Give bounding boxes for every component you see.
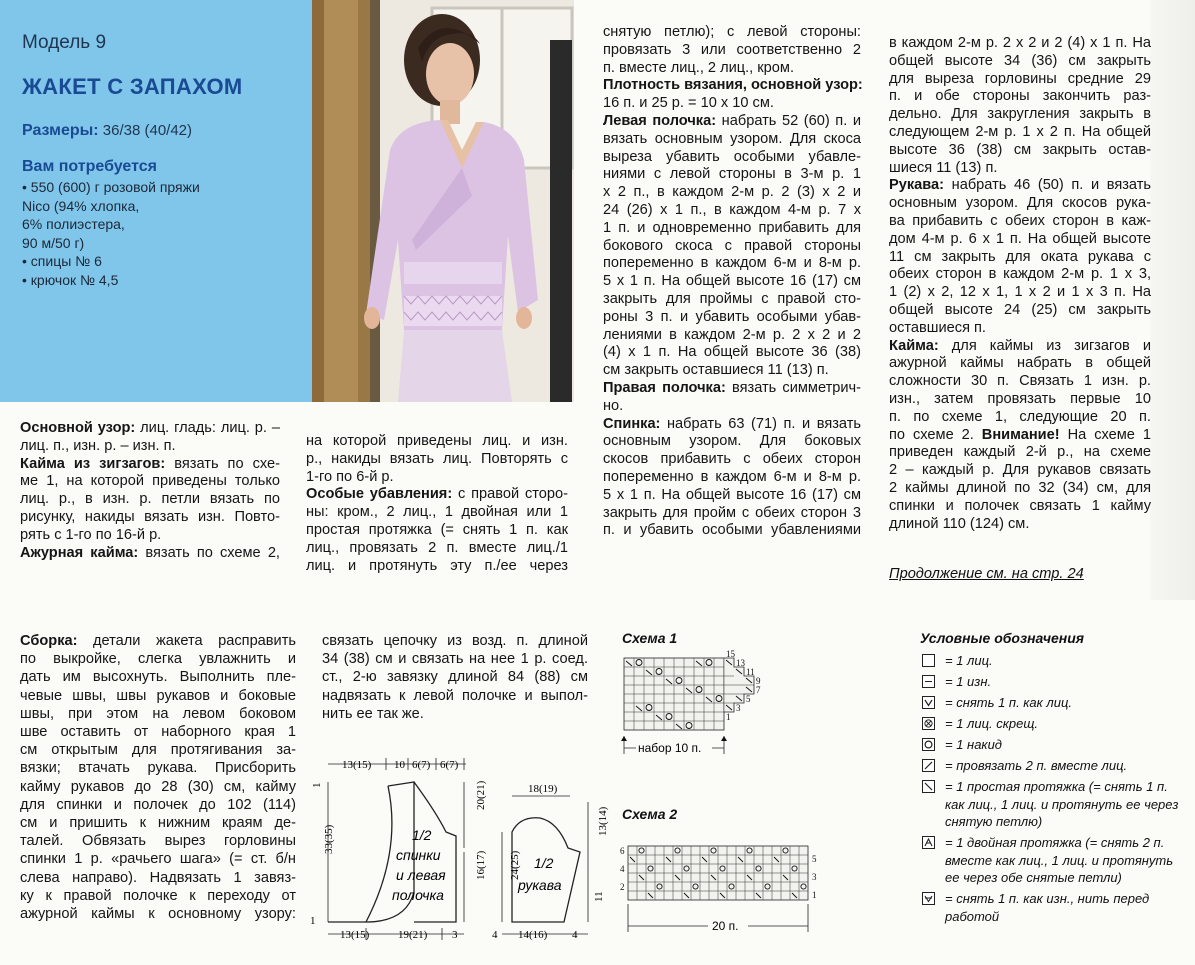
schema2-caption: 20 п.	[712, 919, 739, 933]
text-line: слева направо). Надвязать 1 завяз-	[20, 869, 296, 886]
text-line: шве оставить от наборного края 1	[20, 724, 296, 741]
model-illustration	[312, 0, 574, 402]
continued-link[interactable]: Продолжение см. на стр. 24	[889, 566, 1084, 582]
text-line: спинки и полочек связать 1 кайму	[889, 497, 1151, 514]
piece-label: полочка	[392, 887, 444, 903]
sizes-value: 36/38 (40/42)	[102, 122, 193, 139]
text-line: х 2 п., в каждом 2-м р. 2 (3) х 2 и	[603, 184, 861, 201]
text-line: швы, при этом на левом боковом	[20, 705, 296, 722]
term-special-decreases: Особые убавления:	[306, 486, 453, 503]
sewing-pattern	[306, 752, 609, 948]
legend-text: = снять 1 п. как изн., нить перед работой	[945, 891, 1150, 924]
row-label: 4	[620, 864, 625, 874]
row-label: 5	[812, 854, 817, 864]
double-decrease-symbol-icon	[922, 836, 935, 849]
sizes-label: Размеры:	[22, 122, 99, 139]
text-line: закрыть для проймы с правой сто-	[603, 290, 861, 307]
dim-label: 18(19)	[528, 783, 558, 795]
knit-symbol-icon	[922, 654, 935, 667]
row-label: 5	[746, 694, 751, 704]
text-line: по схеме 2.	[889, 426, 982, 443]
text-column-2	[306, 433, 568, 575]
text-line: вязки; втачать рукава. Присборить	[20, 760, 296, 777]
text-line: провязать 3 или соответственно 2	[603, 41, 861, 58]
text-line: чевые швы, швы рукавов и боковые	[20, 687, 296, 704]
text-line: набрать 52 (60) п. и	[716, 112, 861, 129]
text-line: изн., затем провязать первые 10	[889, 390, 1151, 407]
text-line: ме 1, на которой приведены только	[20, 473, 280, 490]
row-label: 2	[620, 882, 625, 892]
text-line: 16 п. и 25 р. = 10 х 10 см.	[603, 95, 774, 112]
row-label: 7	[756, 685, 761, 695]
dim-label: 33(35)	[323, 824, 335, 854]
row-label: 11	[746, 667, 755, 677]
piece-label: рукава	[518, 877, 562, 893]
dim-label: 1	[311, 782, 323, 788]
dim-label: 10	[394, 759, 405, 771]
legend-title: Условные обозначения	[920, 630, 1085, 646]
text-line: попеременно в каждом 6-м и 8-м р.	[603, 468, 861, 485]
text-line: для спинки и полочек до 102 (114)	[20, 796, 296, 813]
legend-item	[922, 757, 1182, 775]
page-title: ЖАКЕТ С ЗАПАХОМ	[22, 74, 243, 99]
text-line: лиц. гладь: лиц. р. –	[135, 420, 280, 436]
piece-label: 1/2	[534, 855, 554, 871]
legend-text: = 1 простая протяжка (= снять 1 п. как лиц., 1 лиц. и протянуть ее через снятую петлю)	[945, 779, 1179, 829]
piece-label: спинки	[396, 847, 441, 863]
text-line: лиц. п., изн. р. – изн. п.	[20, 437, 176, 454]
text-line: для выреза горловины средние 29	[889, 70, 1151, 87]
materials-list	[22, 178, 312, 289]
term-back: Спинка:	[603, 415, 661, 432]
text-line: шиеся 11 (13) п.	[889, 159, 998, 176]
text-line: следующем 2-м р. 1 х 2 п. На общей	[889, 123, 1151, 140]
term-zigzag-border: Кайма из зигзагов:	[20, 455, 166, 472]
dim-label: 6(7)	[440, 759, 459, 771]
materials-title: Вам потребуется	[22, 158, 157, 175]
dim-label: 14(16)	[518, 929, 548, 941]
term-left-front: Левая полочка:	[603, 112, 717, 129]
term-main-pattern: Основной узор:	[20, 420, 136, 436]
text-line: вязать основным узором. Для скоса	[603, 130, 861, 147]
dim-label: 20(21)	[475, 780, 487, 810]
text-column-1	[20, 420, 280, 562]
text-line: ниями с левой стороны в 3-м р. 1	[603, 166, 861, 183]
dim-label: 13(14)	[597, 806, 609, 836]
text-line: 1 п. и одновременно прибавить для	[603, 219, 861, 236]
dim-label: 11	[593, 891, 605, 902]
slip-purlwise-symbol-icon	[922, 892, 935, 905]
text-line: сложности 30 п. Связать 1 изн. р.	[889, 373, 1151, 390]
text-line: 34 (38) см и связать на нее 1 р. соед.	[322, 651, 588, 668]
slip-knitwise-symbol-icon	[922, 696, 935, 709]
term-border: Кайма:	[889, 337, 939, 354]
row-label: 1	[812, 890, 817, 900]
assembly-text	[20, 632, 296, 923]
text-line: п. и обе стороны закончить раз-	[889, 88, 1151, 105]
adjacent-page-strip	[1150, 0, 1195, 600]
legend-item	[922, 673, 1182, 691]
text-line: набрать 63 (71) п. и вязать	[660, 415, 861, 432]
text-line: основным узором. Для скосов рука-	[889, 195, 1151, 212]
legend-text: = 1 изн.	[945, 674, 992, 689]
text-line: вязать по схе-	[165, 455, 280, 472]
text-line: набрать 46 (50) п. и вязать	[944, 177, 1151, 194]
text-line: оставшиеся п.	[889, 319, 986, 336]
row-label: 3	[736, 703, 741, 713]
row-label: 15	[726, 649, 735, 659]
text-line: ны: кром., 2 лиц., 1 двойная или 1	[306, 504, 568, 521]
text-line: талей. Обвязать вырез горловины	[20, 833, 296, 850]
legend-text: = провязать 2 п. вместе лиц.	[945, 758, 1128, 773]
text-column-4	[889, 35, 1151, 533]
text-line: р., накиды вязать лиц. Повторять с	[306, 450, 568, 467]
twisted-knit-symbol-icon	[922, 717, 935, 730]
schema1-caption: набор 10 п.	[638, 741, 702, 755]
text-line: вязать симметрич-	[725, 379, 861, 396]
text-line: вязать по схеме 2,	[138, 544, 280, 561]
text-line: детали жакета расправить	[77, 633, 296, 649]
legend-item	[922, 652, 1182, 670]
term-gauge: Плотность вязания, основной узор:	[603, 77, 863, 94]
schema2-chart	[612, 840, 822, 936]
text-line: п. вместе лиц., 2 лиц., кром.	[603, 59, 794, 76]
single-decrease-symbol-icon	[922, 780, 935, 793]
text-line: дельно. Для закругления закрыть в	[889, 106, 1151, 123]
text-line: 1-го по 6-й р.	[306, 468, 394, 485]
text-line: лиц., провязать 2 п. вместе лиц./1	[306, 539, 568, 556]
dim-label: 3	[452, 929, 458, 941]
text-line: роны 3 п. и убавить особыми убав-	[603, 308, 861, 325]
materials-item: 6% полиэстера,	[22, 216, 125, 232]
text-line: бокового скоса с правой стороны	[603, 237, 861, 254]
text-line: основным узором. Для боковых	[603, 433, 861, 450]
text-line: общей высоте 34 (36) см закрыть	[889, 52, 1151, 69]
legend-item	[922, 890, 1182, 925]
text-line: лениями в каждом 2-м р. 2 х 2 и 2	[603, 326, 861, 343]
text-line: обеих сторон в каждом 2-м р. 1 х 3,	[889, 266, 1151, 283]
text-line: надвязать к левой полочке и выпол-	[322, 687, 588, 704]
text-line: ажурной каймы набрать в общей	[889, 355, 1151, 372]
text-line: ку к правой полочке к переходу от	[20, 887, 296, 904]
materials-item: Nico (94% хлопка,	[22, 197, 140, 214]
text-line: закрыть для пройм с обеих сторон 3	[603, 504, 861, 521]
legend-text: = 1 накид	[945, 737, 1002, 752]
text-line: п. по схеме 1, следующие 20 п.	[889, 408, 1151, 425]
legend-text: = снять 1 п. как лиц.	[945, 695, 1073, 710]
dim-label: 1	[310, 915, 316, 927]
purl-symbol-icon	[922, 675, 935, 688]
text-line: для каймы из зигзагов и	[938, 337, 1151, 354]
dim-label: 4	[492, 929, 498, 941]
text-line: дать им высохнуть. Выполнить пле-	[20, 669, 296, 686]
schema1-chart	[612, 650, 772, 768]
text-line: 24 (26) х 1 п., в каждом 4-м р. 7 х	[603, 201, 861, 218]
text-line: ва прибавить с обеих сторон в каж-	[889, 212, 1151, 229]
model-label: Модель 9	[22, 32, 107, 53]
materials-item: • спицы № 6	[22, 253, 102, 269]
legend-item	[922, 834, 1182, 887]
piece-label: и левая	[396, 867, 446, 883]
text-line: простая протяжка (= снять 1 п. как	[306, 521, 568, 538]
materials-item: 90 м/50 г)	[22, 234, 85, 251]
text-line: 2 каймы длиной по 32 (34) см, для	[889, 479, 1151, 496]
text-line: (4) х 1 п. На общей высоте 36 (38)	[603, 344, 861, 361]
text-line: выреза убавить особыми убавле-	[603, 148, 861, 165]
text-line: см открытым для протягивания за-	[20, 742, 296, 759]
legend-text: = 1 лиц. скрещ.	[945, 716, 1039, 731]
legend-item	[922, 778, 1182, 831]
dim-label: 13(15)	[342, 759, 372, 771]
sizes	[22, 122, 312, 140]
term-lace-border: Ажурная кайма:	[20, 544, 139, 561]
text-line: 5 х 1 п. На общей высоте 16 (17) см	[603, 273, 861, 290]
term-attention: Внимание!	[981, 426, 1060, 443]
text-line: попеременно в каждом 6-м и 8-м р.	[603, 255, 861, 272]
legend-text: = 1 двойная протяжка (= снять 2 п. вместе как лиц., 1 лиц. и протянуть ее через обе снятые петли)	[945, 835, 1174, 885]
piece-label: 1/2	[412, 827, 432, 843]
term-assembly: Сборка:	[20, 633, 78, 649]
text-line: кайму рукавов до 28 (30) см, кайму	[20, 778, 296, 795]
text-line: п. и убавить особыми убавлениями	[603, 522, 861, 539]
legend-text: = 1 лиц.	[945, 653, 993, 668]
text-line: скосов прибавить с обеих сторон	[603, 451, 861, 468]
text-line: 1 (2) х 2, 12 х 1, 1 х 2 и 1 х 3 п. На	[889, 284, 1151, 301]
info-box	[0, 0, 312, 402]
text-line: высоте 36 (38) см закрыть остав-	[889, 141, 1151, 158]
row-label: 1	[726, 712, 731, 722]
text-line: 2 – каждый р. Для рукавов связать	[889, 462, 1151, 479]
text-line: лиц. и протянуть эту п./ее через	[306, 557, 568, 574]
text-line: рисунку, накиды вязать изн. Повто-	[20, 508, 280, 525]
materials-item: • 550 (600) г розовой пряжи	[22, 179, 200, 195]
text-line: нить ее так же.	[322, 705, 424, 722]
model-photo	[312, 0, 574, 402]
text-line: по выкройке, слегка увлажнить и	[20, 651, 296, 668]
text-line: см закрыть оставшиеся 11 (13) п.	[603, 362, 829, 379]
text-column-3	[603, 24, 861, 540]
row-label: 3	[812, 872, 817, 882]
text-line: 11 см закрыть для оката рукава с	[889, 248, 1151, 265]
schema1-title: Схема 1	[622, 630, 678, 646]
legend-item	[922, 715, 1182, 733]
assembly-text-2	[322, 632, 588, 723]
text-line: дом 4-м р. 6 х 1 п. На общей высоте	[889, 230, 1151, 247]
term-sleeves: Рукава:	[889, 177, 945, 194]
text-line: ажурной каймы к основному узору:	[20, 906, 296, 923]
row-label: 13	[736, 658, 745, 668]
text-line: рять с 1-го по 16-й р.	[20, 526, 162, 543]
dim-label: 24(25)	[509, 850, 521, 880]
dim-label: 4	[572, 929, 578, 941]
yarn-over-symbol-icon	[922, 738, 935, 751]
text-line: длиной 110 (124) см.	[889, 515, 1030, 532]
legend-item	[922, 736, 1182, 754]
text-line: в каждом 2-м р. 2 х 2 и 2 (4) х 1 п. На	[889, 35, 1151, 51]
term-right-front: Правая полочка:	[603, 379, 726, 396]
text-line: приведен каждый 2-й р., на схеме	[889, 444, 1151, 461]
row-label: 9	[756, 676, 761, 686]
text-line: снятую петлю); с левой стороны:	[603, 24, 861, 40]
dim-label: 13(15)	[340, 929, 370, 941]
text-line: общей высоте 24 (25) см закрыть	[889, 301, 1151, 318]
dim-label: 6(7)	[412, 759, 431, 771]
materials-item: • крючок № 4,5	[22, 271, 119, 288]
text-line: спинки 1 р. «рачьего шага» (= ст. б/н	[20, 851, 296, 868]
k2tog-symbol-icon	[922, 759, 935, 772]
text-line: 5 х 1 п. На общей высоте 16 (17) см	[603, 486, 861, 503]
row-label: 6	[620, 846, 625, 856]
text-line: лиц. р., в изн. р. петли вязать по	[20, 491, 280, 508]
text-line: см и пришить к нижним краям де-	[20, 815, 296, 832]
dim-label: 19(21)	[398, 929, 428, 941]
text-line: на которой приведены лиц. и изн.	[306, 433, 568, 449]
dim-label: 16(17)	[475, 850, 487, 880]
text-line: но.	[603, 397, 624, 414]
legend	[922, 652, 1182, 929]
legend-item	[922, 694, 1182, 712]
text-line: с правой сторо-	[452, 486, 568, 503]
text-line: связать цепочку из возд. п. длиной	[322, 633, 588, 649]
text-line: На схеме 1	[1059, 426, 1151, 443]
schema2-title: Схема 2	[622, 806, 678, 822]
text-line: ст., 2-ю завязку длиной 84 (88) см	[322, 669, 588, 686]
